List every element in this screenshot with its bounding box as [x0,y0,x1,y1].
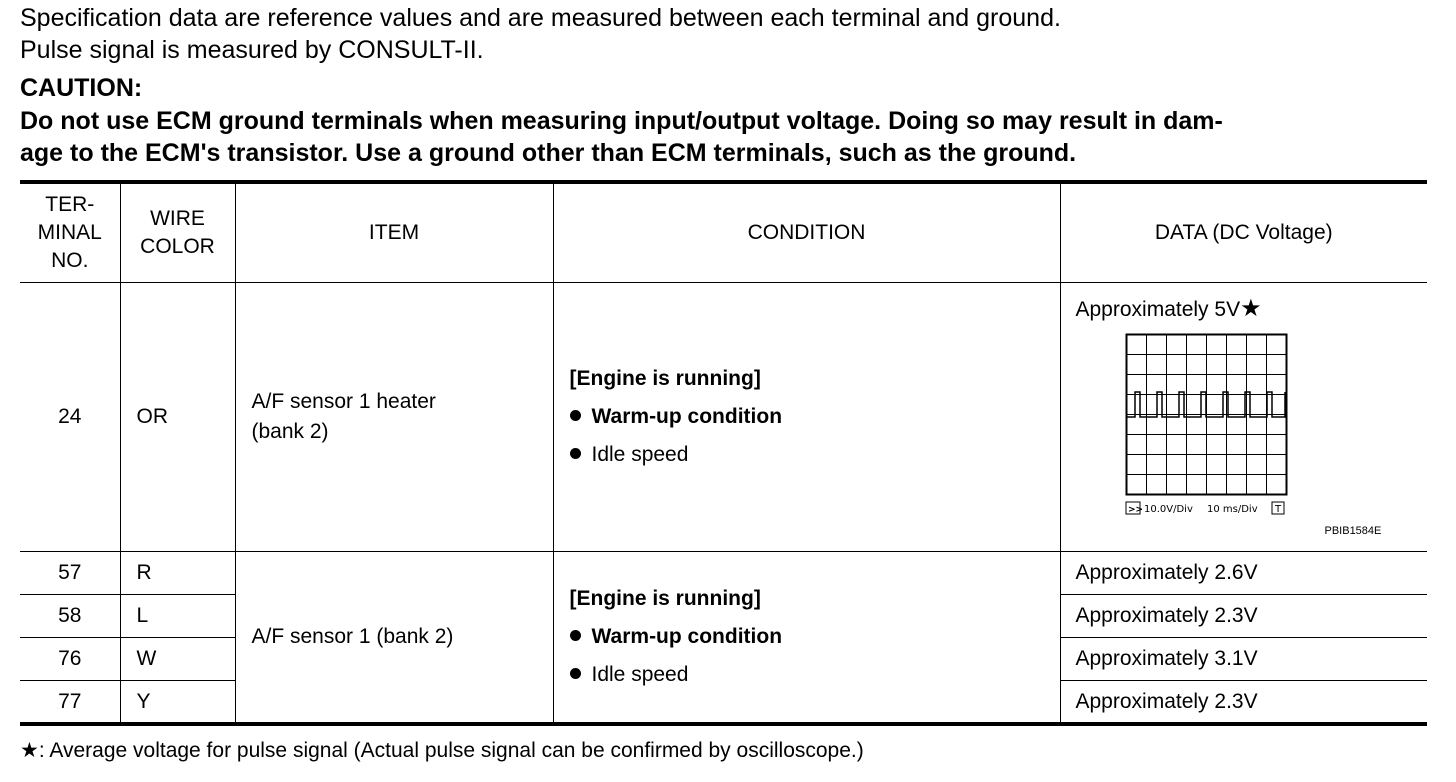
caution-text [20,105,1440,169]
condition-bullet: Warm-up condition [570,618,1060,656]
bullet-icon [570,630,581,641]
item-cell: A/F sensor 1 (bank 2) [235,552,553,724]
table-row [20,552,1427,595]
scope-trigger: T [1274,504,1281,515]
item-cell: A/F sensor 1 heater (bank 2) [235,283,553,552]
condition-title: [Engine is running] [569,367,761,390]
footnote-text: : Average voltage for pulse signal (Actual pulse signal can be confirmed by oscilloscope.) [38,739,864,762]
figure-code: PBIB1584E [1324,525,1382,537]
star-icon: ★ [1240,295,1262,322]
data-cell: Approximately 2.3V [1060,595,1427,638]
intro-line-2: Pulse signal is measured by CONSULT-II. [20,36,484,64]
condition-bullet: Idle speed [570,656,1060,694]
data-cell: Approximately 3.1V [1060,638,1427,681]
terminal-cell: 24 [20,283,120,552]
wire-color-cell: Y [120,681,235,724]
data-cell [1060,283,1427,552]
data-value: Approximately 5V★ [1075,295,1262,322]
intro-line-1: Specification data are reference values and are measured between each terminal and ground. [20,4,1061,32]
header-condition: CONDITION [553,184,1060,283]
wire-color-cell: R [120,552,235,595]
caution-line-1: Do not use ECM ground terminals when measuring input/output voltage. Doing so may result in dam- [20,107,1223,135]
data-cell: Approximately 2.6V [1060,552,1427,595]
header-terminal-no: TER- MINAL NO. [20,184,120,283]
pulse-waveform [1127,392,1285,417]
terminal-cell: 57 [20,552,120,595]
header-item: ITEM [235,184,553,283]
intro-text [20,2,1061,66]
condition-title: [Engine is running] [569,587,761,611]
scope-time-div: 10 ms/Div [1206,504,1258,515]
table-header-row [20,184,1427,283]
footnote [20,737,864,765]
bullet-icon [570,410,581,421]
scope-volt-div: 10.0V/Div [1143,504,1193,515]
star-icon: ★ [20,739,39,762]
wire-color-cell: OR [120,283,235,552]
terminal-cell: 77 [20,681,120,724]
data-cell: Approximately 2.3V [1060,681,1427,724]
wire-color-cell: L [120,595,235,638]
bullet-icon [570,448,581,459]
svg-text:>>: >> [1127,505,1143,515]
header-data: DATA (DC Voltage) [1060,184,1427,283]
condition-bullet: Warm-up condition [570,398,1060,436]
terminal-cell: 58 [20,595,120,638]
terminal-cell: 76 [20,638,120,681]
header-wire-color: WIRE COLOR [120,184,235,283]
table-row [20,283,1427,552]
terminal-table [20,180,1427,726]
condition-cell [553,552,1060,724]
oscilloscope-waveform [1125,333,1289,519]
condition-cell [553,283,1060,552]
caution-heading: CAUTION: [20,74,143,102]
caution-line-2: age to the ECM's transistor. Use a ground other than ECM terminals, such as the ground. [20,139,1077,167]
bullet-icon [570,668,581,679]
condition-bullet: Idle speed [570,436,1060,474]
wire-color-cell: W [120,638,235,681]
